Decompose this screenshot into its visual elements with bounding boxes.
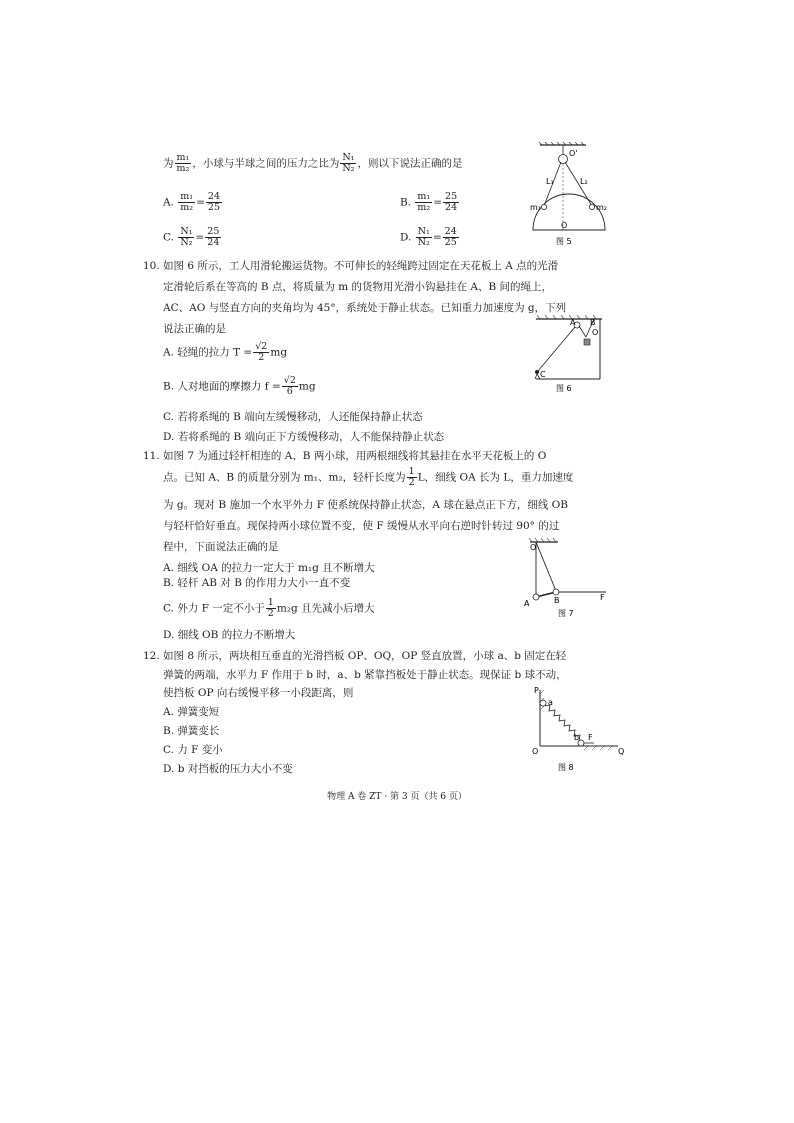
- q12-option-a: A. 弹簧变短: [163, 706, 220, 718]
- svg-text:O: O: [532, 747, 539, 756]
- figure-6: [530, 313, 610, 395]
- q11-option-a: A. 细线 OA 的拉力一定大于 m₁g 且不断增大: [163, 562, 375, 574]
- q10-option-c: C. 若将系绳的 B 端向左缓慢移动，人还能保持静止状态: [163, 411, 423, 423]
- q10-stem-line1: 10. 如图 6 所示，工人用滑轮搬运货物。不可伸长的轻绳跨过固定在天花板上 A 点的光滑: [143, 260, 559, 272]
- figure-7: [518, 536, 614, 622]
- q9-line1: [163, 153, 462, 174]
- svg-text:F: F: [588, 733, 593, 742]
- svg-text:a: a: [548, 698, 553, 707]
- q11-option-d: D. 细线 OB 的拉力不断增大: [163, 629, 296, 641]
- svg-text:C: C: [540, 370, 546, 379]
- svg-text:P: P: [534, 686, 539, 695]
- svg-text:O: O: [561, 221, 568, 230]
- q9-text: 为: [163, 157, 174, 170]
- svg-text:Q: Q: [618, 747, 625, 756]
- svg-text:A: A: [524, 599, 530, 608]
- fig5-label: O': [569, 149, 578, 158]
- figure-8: [528, 684, 628, 776]
- q9-option-a: A. $\frac{\text{m₁}}{\text{m₂}}$ = $\frac{24}{25}$: [163, 191, 220, 213]
- q9-text: ，小球与半球之间的压力之比为: [192, 157, 340, 170]
- q10-option-d: D. 若将系绳的 B 端向正下方缓慢移动，人不能保持静止状态: [163, 431, 445, 443]
- q9-option-d: D. $\frac{\text{N₁}}{\text{N₂}}$ = $\frac{24}{25}$: [400, 226, 457, 248]
- q9-text: ，则以下说法正确的是: [357, 157, 463, 170]
- fig6-caption: 图 6: [556, 384, 572, 393]
- q10-option-a: A. 轻绳的拉力 T = $\frac{√2}{2}$ mg: [163, 341, 288, 363]
- q11-stem-line4: 与轻杆恰好垂直。现保持两小球位置不变，使 F 缓慢从水平向右逆时针转过 90° 的过: [163, 520, 560, 532]
- q9-option-c: C. $\frac{\text{N₁}}{\text{N₂}}$ = $\frac{25}{24}$: [163, 226, 220, 248]
- svg-text:B: B: [554, 596, 560, 605]
- svg-text:B: B: [590, 318, 596, 327]
- q11-stem-line5: 程中，下面说法正确的是: [163, 541, 279, 553]
- q10-stem-line4: 说法正确的是: [163, 323, 226, 335]
- svg-text:m₂: m₂: [596, 203, 607, 212]
- q11-option-c: C. 外力 F 一定不小于 $\frac{1}{2}$ m₂g 且先减小后增大: [163, 597, 375, 619]
- svg-text:b: b: [574, 733, 580, 742]
- fraction: $\frac{\text{m₁}}{\text{m₂}}$: [176, 152, 190, 174]
- q11-stem-line3: 为 g。现对 B 施加一个水平外力 F 使系统保持静止状态，A 球在悬点正下方，细线 OB: [163, 499, 568, 511]
- q11-option-b: B. 轻杆 AB 对 B 的作用力大小一直不变: [163, 577, 351, 589]
- q12-stem-line2: 弹簧的两端，水平力 F 作用于 b 时，a、b 紧靠挡板处于静止状态。现保证 b 球不动，: [163, 669, 567, 681]
- q10-stem-line3: AC、AO 与竖直方向的夹角均为 45°，系统处于静止状态。已知重力加速度为 g，下列: [163, 302, 567, 314]
- q12-option-b: B. 弹簧变长: [163, 725, 220, 737]
- svg-text:L₁: L₁: [546, 177, 554, 186]
- fraction: $\frac{\text{N₁}}{\text{N₂}}$: [342, 152, 355, 174]
- q12-option-c: C. 力 F 变小: [163, 744, 223, 756]
- q9-option-b: B. $\frac{\text{m₁}}{\text{m₂}}$ = $\frac{25}{24}$: [400, 191, 458, 213]
- fig7-caption: 图 7: [558, 609, 574, 618]
- svg-text:L₂: L₂: [580, 177, 588, 186]
- svg-text:O: O: [592, 328, 599, 337]
- q10-stem-line2: 定滑轮后系在等高的 B 点，将质量为 m 的货物用光滑小钩悬挂在 A、B 间的绳上，: [163, 281, 552, 293]
- svg-text:F: F: [600, 593, 605, 602]
- figure-5: [528, 142, 618, 250]
- q12-stem-line1: 12. 如图 8 所示，两块相互垂直的光滑挡板 OP、OQ，OP 竖直放置，小球 a、b 固定在轻: [143, 650, 567, 662]
- fig8-caption: 图 8: [558, 763, 574, 772]
- q10-option-b: B. 人对地面的摩擦力 f = $\frac{√2}{6}$ mg: [163, 375, 316, 397]
- svg-text:O: O: [530, 543, 537, 552]
- q11-stem-line2: 点。已知 A、B 的质量分别为 m₁、m₂，轻杆长度为 $\frac{1}{2}$ L，细线 OA 长为 L，重力加速度: [163, 466, 574, 488]
- fig5-caption: 图 5: [556, 237, 572, 246]
- svg-text:m₁: m₁: [530, 203, 541, 212]
- q12-option-d: D. b 对挡板的压力大小不变: [163, 763, 293, 775]
- page-footer: 物理 A 卷 ZT · 第 3 页（共 6 页）: [327, 792, 467, 802]
- q11-stem-line1: 11. 如图 7 为通过轻杆相连的 A、B 两小球，用两根细线将其悬挂在水平天花板上的 O: [143, 450, 547, 462]
- svg-text:A: A: [570, 318, 576, 327]
- q12-stem-line3: 使挡板 OP 向右缓慢平移一小段距离，则: [163, 687, 354, 699]
